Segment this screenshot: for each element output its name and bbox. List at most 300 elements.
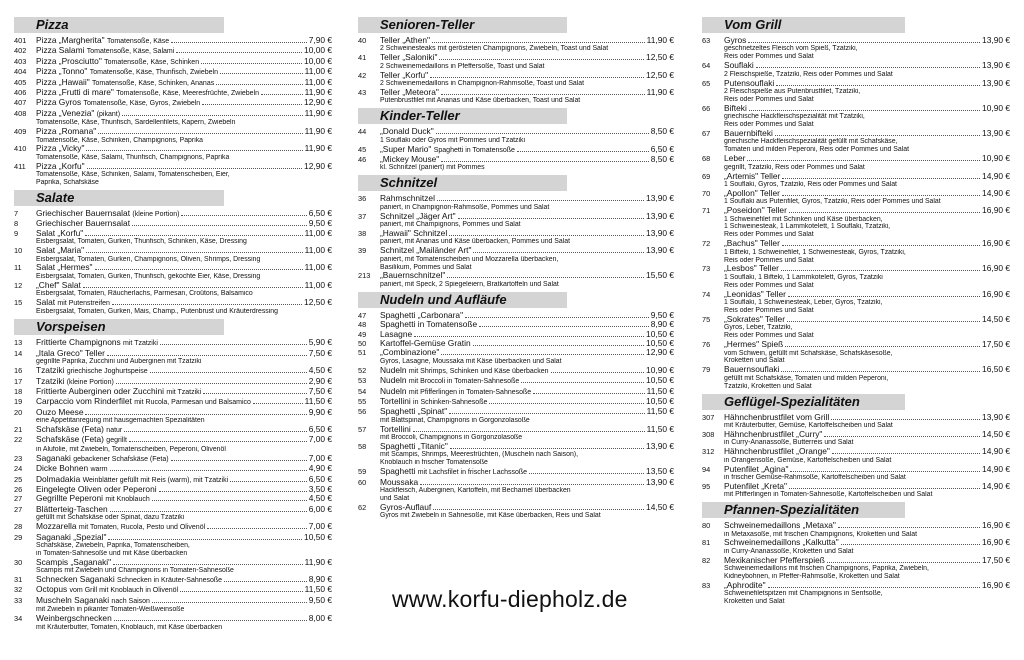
item-price: 13,90 €	[982, 411, 1010, 422]
item-name-group	[36, 614, 112, 623]
item-name: Hähnchenbrustfilet vom Grill	[724, 411, 830, 422]
item-number: 43	[358, 87, 367, 97]
item-number: 21	[14, 425, 23, 435]
menu-item	[14, 408, 332, 417]
item-name: Nudeln	[380, 385, 407, 396]
item-description: Scampis mit Zwiebeln und Champignons in Tomaten-Sahnesoße	[36, 567, 234, 575]
dot-leader	[749, 110, 980, 111]
item-note: mit Tzatziki	[166, 388, 202, 396]
item-name: Teller „Korfu"	[380, 69, 429, 80]
item-price: 11,90 €	[646, 86, 674, 97]
item-description: gegrillt, Tzatziki, Reis oder Pommes und Salat	[724, 163, 865, 171]
dot-leader	[203, 393, 306, 394]
dot-leader	[775, 135, 980, 136]
dot-leader	[86, 150, 302, 151]
item-price: 10,90 €	[982, 153, 1010, 164]
item-note: warm	[90, 466, 108, 474]
item-name-group	[724, 264, 779, 273]
dot-leader	[181, 215, 306, 216]
item-price: 13,90 €	[646, 440, 674, 451]
item-price: 10,50 €	[646, 375, 674, 386]
item-description: paniert, mit Speck, 2 Spiegeleiern, Bratkartoffeln und Salat	[380, 280, 559, 288]
item-number: 32	[14, 585, 23, 595]
item-name-group	[36, 281, 81, 290]
item-price: 13,90 €	[982, 77, 1010, 88]
dot-leader	[450, 448, 644, 449]
item-number: 58	[358, 441, 367, 451]
menu-item	[702, 290, 1010, 299]
item-number: 403	[14, 56, 27, 66]
dot-leader	[150, 372, 307, 373]
item-price: 13,90 €	[646, 227, 674, 238]
item-price: 8,90 €	[308, 574, 332, 585]
item-description: Knoblauch in frischer Tomatensoße	[380, 459, 488, 467]
item-number: 94	[702, 464, 711, 474]
item-description: Schweinemedaillons mit frischen Champignons, Paprika, Zwiebeln,	[724, 565, 929, 573]
item-description: 2 Fleischspieße aus Putenbrustfilet, Tzatziki,	[724, 87, 861, 95]
dot-leader	[756, 67, 980, 68]
menu-item	[358, 503, 674, 512]
item-name-group	[724, 104, 747, 113]
item-description: eine Appetitanregung mit hausgemachten Spezialitäten	[36, 417, 205, 425]
item-name-group	[380, 425, 411, 434]
section-header: Kinder-Teller	[358, 108, 567, 124]
item-name: Pizza „Frutti di mare"	[36, 87, 114, 98]
item-name-group	[724, 239, 780, 248]
item-number: 73	[702, 264, 711, 274]
item-note: Spaghetti in Tomatensoße	[433, 146, 515, 154]
dot-leader	[521, 382, 644, 383]
item-name: Teller „Saloniki"	[380, 52, 438, 63]
menu-item	[14, 263, 332, 272]
item-description: mit Scampis, Shrimps, Meeresfrüchten, (Muscheln nach Saison),	[380, 451, 578, 459]
item-price: 11,90 €	[304, 143, 332, 154]
menu-item	[702, 206, 1010, 215]
dot-leader	[230, 481, 307, 482]
item-name: „Super Mario"	[380, 143, 432, 154]
item-name-group	[380, 246, 471, 255]
dot-leader	[441, 354, 644, 355]
item-name: „Donald Duck"	[380, 126, 434, 137]
item-number: 12	[14, 280, 23, 290]
item-number: 16	[14, 366, 23, 376]
item-description: Gyros, Lasagne, Moussaka mit Käse überbacken und Salat	[380, 357, 562, 365]
menu-item	[14, 281, 332, 290]
item-price: 8,90 €	[650, 319, 674, 330]
item-price: 11,00 €	[304, 262, 332, 273]
menu-item	[14, 109, 332, 119]
item-number: 57	[358, 424, 367, 434]
item-description: 1 Souflaki aus Putenfilet, Gyros, Tzatziki, Reis oder Pommes und Salat	[724, 198, 941, 206]
item-name-group	[36, 349, 105, 358]
item-description: in Tomaten-Sahnesoße und mit Käse überbacken	[36, 549, 188, 557]
item-price: 7,00 €	[308, 452, 332, 463]
item-description: Hackfleisch, Auberginen, Kartoffeln, mit Bechamel überbacken	[380, 486, 571, 494]
menu-item	[14, 349, 332, 358]
item-number: 26	[14, 484, 23, 494]
item-name: Gegrillte Peperoni	[36, 493, 104, 504]
item-description: in Alufolie, mit Zwiebeln, Tomatenscheiben, Peperoni, Olivenöl	[36, 445, 226, 453]
item-number: 66	[702, 103, 711, 113]
item-number: 307	[702, 412, 715, 422]
item-number: 71	[702, 206, 711, 216]
item-name: „Leonidas" Teller	[724, 288, 786, 299]
dot-leader	[827, 562, 980, 563]
item-name: Mozzarella	[36, 521, 77, 532]
item-description: Eisbergsalat, Tomaten, Gurken, Mais, Champ., Putenbrust und Kräuterdressing	[36, 308, 278, 316]
item-description: Tzatziki, Kroketten und Salat	[724, 382, 812, 390]
menu-item	[702, 413, 1010, 422]
section-header: Senioren-Teller	[358, 17, 567, 33]
dot-leader	[432, 42, 645, 43]
item-price: 11,50 €	[646, 385, 674, 396]
item-description: Tomatensoße, Käse, Schinken, Champignons, Paprika	[36, 136, 203, 144]
menu-item	[14, 298, 332, 308]
item-name: Teller „Meteora"	[380, 86, 439, 97]
dot-leader	[159, 491, 307, 492]
item-number: 53	[358, 376, 367, 386]
item-number: 59	[358, 467, 367, 477]
dot-leader	[112, 304, 302, 305]
item-number: 409	[14, 127, 27, 137]
item-name: Putensouflaki	[724, 77, 775, 88]
item-description: Tomatensoße, Käse, Schinken, Salami, Tomatenscheiben, Eier,	[36, 171, 230, 179]
item-description: Kroketten und Salat	[724, 357, 785, 365]
section-header: Vom Grill	[702, 17, 905, 33]
item-price: 12,50 €	[646, 52, 674, 63]
item-number: 75	[702, 314, 711, 324]
menu-column-1	[14, 14, 332, 631]
item-description: 1 Schweinesteak, 1 Lammkotelett, 1 Souflaki, Tzatziki,	[724, 223, 891, 231]
item-name: Blätterteig-Taschen	[36, 503, 108, 514]
item-price: 7,00 €	[308, 521, 332, 532]
item-description: Eisbergsalat, Tomaten, Gurken, Champignons, Oliven, Shrimps, Dressing	[36, 255, 261, 263]
item-number: 15	[14, 298, 23, 308]
item-note: (kleine Portion)	[66, 378, 114, 386]
dot-leader	[132, 225, 307, 226]
item-description: 2 Schweinesteaks mit gerösteten Champignons, Zwiebeln, Toast und Salat	[380, 45, 609, 53]
dot-leader	[782, 245, 980, 246]
menu-column-2	[358, 14, 674, 520]
item-name: Salat	[36, 297, 56, 308]
item-name-group	[724, 447, 830, 456]
item-name: Salat „Korfu"	[36, 227, 84, 238]
dot-leader	[832, 453, 980, 454]
menu-item	[358, 71, 674, 80]
item-price: 5,90 €	[308, 337, 332, 348]
item-description: Tomatensoße, Käse, Salami, Thunfisch, Champignons, Paprika	[36, 153, 230, 161]
item-name: Pizza „Korfu"	[36, 160, 85, 171]
item-number: 70	[702, 188, 711, 198]
item-price: 16,90 €	[982, 205, 1010, 216]
item-name: Griechischer Bauernsalat	[36, 218, 131, 229]
item-description: gegrillte Paprika, Zucchini und Auberginen mit Tzatziki	[36, 358, 202, 366]
item-name: Schnitzel „Jäger Art"	[380, 210, 456, 221]
item-price: 6,50 €	[308, 208, 332, 218]
item-number: 69	[702, 171, 711, 181]
item-number: 27	[14, 504, 23, 514]
item-description: in Metaxasoße, mit frischen Champignons, Kroketten und Salat	[724, 530, 918, 538]
item-name: Hähnchenbrustfilet „Orange"	[724, 446, 830, 457]
item-name: Hähnchenbrustfilet „Curry"	[724, 428, 823, 439]
item-name: Schweinemedaillons „Metaxa"	[724, 520, 836, 531]
item-number: 51	[358, 348, 367, 358]
item-description: Eisbergsalat, Tomaten, Räucherlachs, Parmesan, Croûtons, Balsamico	[36, 290, 253, 298]
menu-item	[702, 104, 1010, 113]
menu-item	[702, 521, 1010, 530]
item-note: mit Pfifferlingen in Tomaten-Sahnesoße	[408, 388, 532, 396]
item-note: Tomatensoße, Käse, Meeresfrüchte, Zwiebeln	[116, 90, 260, 98]
item-name-group	[380, 442, 448, 451]
item-description: in frischer Gemüse-Rahmsoße, Kartoffelscheiben und Salat	[724, 473, 906, 481]
section-header: Salate	[14, 190, 224, 206]
dot-leader	[129, 441, 307, 442]
item-price: 11,00 €	[304, 227, 332, 238]
dot-leader	[420, 484, 644, 485]
item-number: 7	[14, 209, 19, 218]
section-header: Nudeln und Aufläufe	[358, 292, 567, 308]
item-number: 407	[14, 98, 27, 108]
dot-leader	[439, 59, 644, 60]
item-name: Nudeln	[380, 375, 407, 386]
item-price: 6,50 €	[308, 424, 332, 435]
item-number: 11	[14, 263, 22, 273]
item-number: 33	[14, 595, 23, 605]
item-price: 8,50 €	[650, 153, 674, 164]
item-description: Eisbergsalat, Tomaten, Gurken, Thunfisch, gekochte Eier, Käse, Dressing	[36, 272, 261, 280]
dot-leader	[489, 403, 644, 404]
item-number: 30	[14, 557, 23, 567]
item-note: (pikant)	[96, 110, 121, 118]
item-number: 213	[358, 271, 371, 281]
item-number: 95	[702, 481, 711, 491]
item-description: Eisbergsalat, Tomaten, Gurken, Thunfisch, Schinken, Käse, Dressing	[36, 238, 247, 246]
menu-item	[14, 558, 332, 567]
dot-leader	[107, 355, 307, 356]
dot-leader	[748, 42, 980, 43]
item-number: 68	[702, 154, 711, 164]
item-description: Kroketten und Salat	[724, 598, 785, 606]
item-price: 12,90 €	[304, 160, 332, 171]
dot-leader	[253, 403, 303, 404]
item-description: mit Kräuterbutter, Tomaten, Knoblauch, mit Käse überbacken	[36, 623, 223, 631]
item-name-group	[36, 435, 127, 445]
item-name: Gyros-Auflauf	[380, 501, 432, 512]
dot-leader	[110, 511, 307, 512]
item-name: Schafskäse (Feta)	[36, 424, 104, 435]
dot-leader	[447, 277, 644, 278]
item-description: Reis oder Pommes und Salat	[724, 95, 814, 103]
item-number: 312	[702, 447, 715, 457]
item-name-group	[724, 413, 829, 422]
dot-leader	[152, 602, 307, 603]
item-name: „Hawaii" Schnitzel	[380, 227, 448, 238]
item-number: 411	[14, 161, 26, 171]
item-name: Bauernsouflaki	[724, 364, 780, 375]
item-price: 8,50 €	[650, 126, 674, 137]
item-name: Dicke Bohnen	[36, 463, 89, 474]
item-description: Kidneybohnen, in Pfeffer-Rahmsoße, Kroketten und Salat	[724, 573, 900, 581]
item-name: „Mickey Mouse"	[380, 153, 440, 164]
item-number: 28	[14, 522, 23, 532]
item-description: Tomaten und milden Peperoni, Reis oder Pommes und Salat	[724, 146, 909, 154]
item-name: Saganaki	[36, 452, 71, 463]
dot-leader	[824, 436, 980, 437]
item-name: Scampis „Saganaki"	[36, 556, 112, 567]
item-name: Tzatziki	[36, 365, 65, 376]
item-name: „Lesbos" Teller	[724, 263, 779, 274]
dot-leader	[831, 419, 980, 420]
menu-item	[702, 264, 1010, 273]
item-price: 13,90 €	[982, 35, 1010, 45]
item-number: 80	[702, 521, 711, 531]
dot-leader	[124, 431, 306, 432]
dot-leader	[110, 470, 307, 471]
item-description: und Salat	[380, 494, 410, 502]
dot-leader	[441, 94, 645, 95]
item-name-group	[724, 315, 785, 324]
item-name-group	[380, 53, 437, 62]
item-name: Pizza „Prosciutto"	[36, 55, 102, 66]
item-price: 9,50 €	[650, 309, 674, 320]
item-price: 16,90 €	[982, 579, 1010, 590]
item-name-group	[724, 61, 754, 70]
item-name: Tortellini	[380, 423, 411, 434]
website-url[interactable]: www.korfu-diepholz.de	[392, 586, 628, 612]
item-price: 11,90 €	[646, 35, 674, 45]
item-number: 48	[358, 320, 367, 330]
dot-leader	[782, 195, 980, 196]
item-name: „Combinazione"	[380, 347, 440, 358]
item-price: 10,50 €	[646, 395, 674, 406]
item-name: Tzatziki	[36, 375, 65, 386]
item-number: 9	[14, 228, 19, 238]
item-number: 41	[358, 53, 367, 63]
item-number: 404	[14, 67, 27, 77]
menu-item	[358, 194, 674, 203]
item-description: griechische Hackfleischspezialität gefüllt mit Schafskäse,	[724, 138, 898, 146]
item-price: 14,90 €	[982, 446, 1010, 457]
menu-item	[14, 435, 332, 445]
dot-leader	[113, 564, 303, 565]
menu-item	[358, 407, 674, 416]
menu-item	[358, 155, 674, 164]
item-name: Schweinemedaillons „Kalkutta"	[724, 537, 839, 548]
menu-item	[702, 365, 1010, 374]
item-number: 79	[702, 365, 711, 375]
dot-leader	[83, 287, 303, 288]
item-price: 10,00 €	[304, 45, 332, 56]
item-name: Octopus	[36, 584, 68, 595]
item-price: 16,90 €	[982, 263, 1010, 274]
dot-leader	[180, 591, 303, 592]
item-name-group	[724, 365, 779, 374]
item-price: 9,50 €	[308, 594, 332, 605]
item-price: 13,50 €	[646, 466, 674, 477]
item-price: 11,50 €	[646, 423, 674, 434]
item-price: 4,90 €	[308, 463, 332, 474]
item-price: 14,50 €	[982, 428, 1010, 439]
section-header: Geflügel-Spezialitäten	[702, 394, 905, 410]
item-name: Weinbergschnecken	[36, 613, 112, 624]
item-number: 49	[358, 329, 367, 339]
item-name: Mexikanischer Pfefferspieß	[724, 554, 825, 565]
menu-item	[702, 447, 1010, 456]
item-number: 62	[358, 502, 367, 512]
item-note: Schnecken in Kräuter-Sahnesoße	[117, 577, 223, 585]
item-name-group	[380, 407, 447, 416]
section-header: Pizza	[14, 17, 224, 33]
item-description: 1 Souflaki oder Gyros mit Pommes und Tzatziki	[380, 136, 526, 144]
item-price: 7,00 €	[308, 434, 332, 445]
item-name-group	[380, 212, 456, 221]
item-name: Tortellini	[380, 395, 411, 406]
dot-leader	[788, 296, 980, 297]
dot-leader	[533, 393, 644, 394]
item-number: 405	[14, 77, 27, 87]
item-price: 10,50 €	[304, 531, 332, 542]
menu-item	[702, 129, 1010, 138]
item-price: 17,50 €	[982, 339, 1010, 350]
dot-leader	[782, 178, 980, 179]
item-price: 11,90 €	[304, 107, 332, 118]
menu-item	[702, 154, 1010, 163]
dot-leader	[98, 133, 302, 134]
item-name-group	[724, 129, 773, 138]
section-header: Schnitzel	[358, 175, 567, 191]
menu-item	[702, 465, 1010, 474]
item-number: 308	[702, 429, 715, 439]
dot-leader	[785, 346, 980, 347]
item-price: 17,50 €	[982, 554, 1010, 565]
item-number: 36	[358, 194, 367, 204]
dot-leader	[261, 94, 303, 95]
item-description: mit Pfifferlingen in Tomaten-Sahnesoße, Kartoffelscheiben und Salat	[724, 491, 933, 499]
dot-leader	[85, 414, 306, 415]
item-description: Schafskäse, Zwiebeln, Paprika, Tomatenscheiben,	[36, 541, 190, 549]
dot-leader	[413, 431, 645, 432]
item-price: 14,50 €	[646, 501, 674, 512]
item-name: Kartoffel-Gemüse Gratin	[380, 337, 471, 348]
item-price: 14,50 €	[982, 313, 1010, 324]
dot-leader	[86, 252, 303, 253]
dot-leader	[473, 252, 644, 253]
item-name-group	[380, 155, 439, 164]
item-number: 46	[358, 154, 367, 164]
item-description: Reis oder Pommes und Salat	[724, 53, 814, 61]
item-number: 45	[358, 144, 367, 154]
dot-leader	[108, 539, 302, 540]
item-name: Frittierte Champignons	[36, 337, 121, 348]
item-name-group	[380, 127, 434, 136]
item-price: 16,90 €	[982, 288, 1010, 299]
dot-leader	[790, 471, 980, 472]
dot-leader	[160, 344, 307, 345]
item-name: Pizza „Vicky"	[36, 143, 85, 154]
menu-item	[14, 505, 332, 514]
item-name: Teller „Athen"	[380, 35, 430, 45]
item-note: mit Tomaten, Rucola, Pesto und Olivenöl	[78, 524, 206, 532]
section-header: Vorspeisen	[14, 319, 224, 335]
item-description: mit Kräuterbutter, Gemüse, Kartoffelscheiben und Salat	[724, 421, 893, 429]
item-note: gegrillt	[106, 437, 127, 445]
item-name-group	[36, 127, 96, 136]
item-number: 17	[14, 376, 23, 386]
item-number: 47	[358, 310, 367, 320]
item-name: „Bachus" Teller	[724, 238, 780, 249]
item-name: Schafskäse (Feta)	[36, 434, 104, 445]
item-name: Ouzo Meese	[36, 406, 84, 417]
